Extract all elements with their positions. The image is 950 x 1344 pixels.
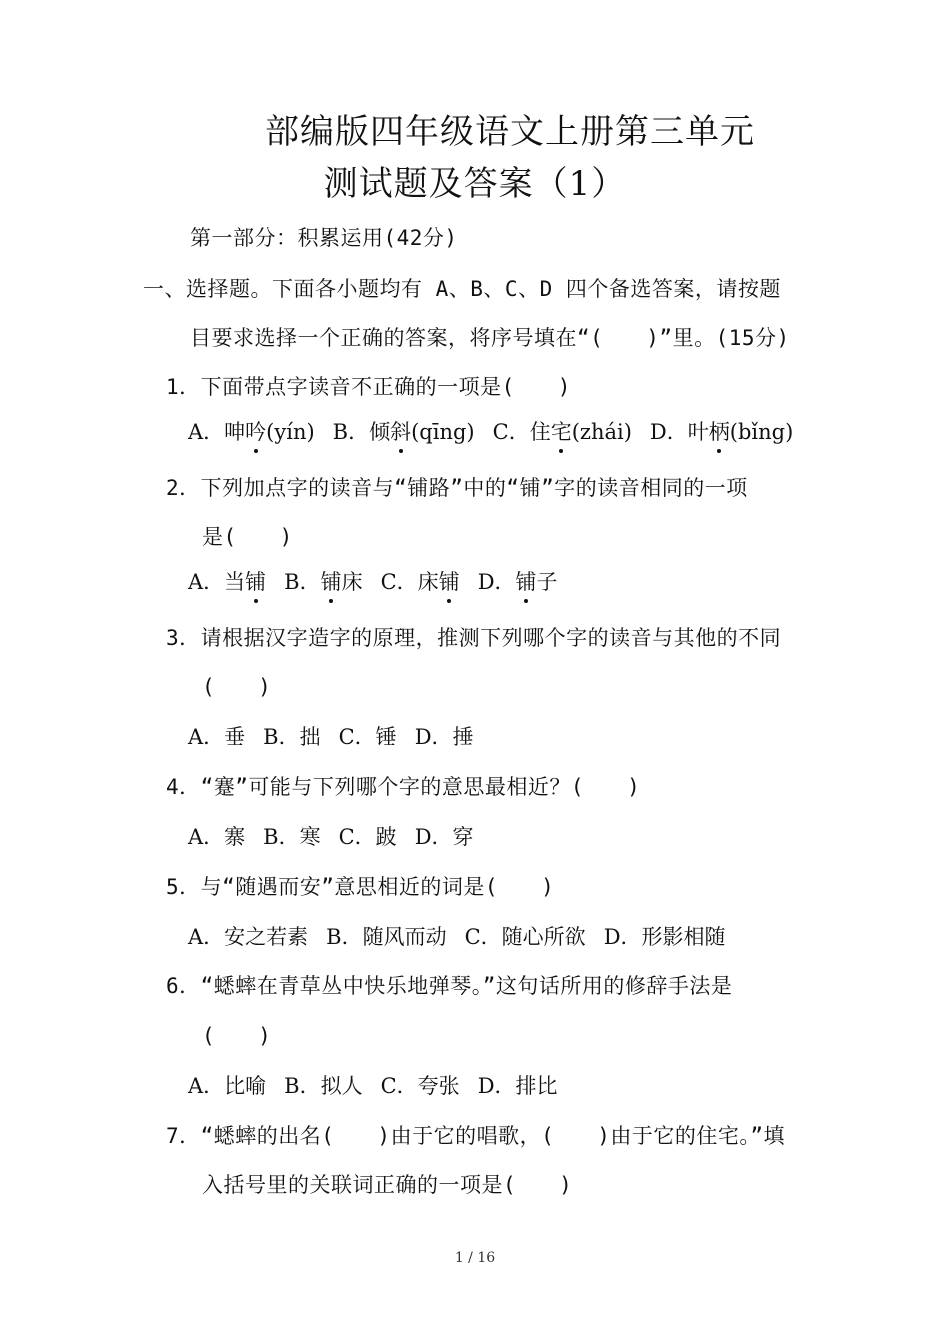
question-6-option-c[interactable]: C．夸张 xyxy=(380,1074,460,1098)
question-6-option-d[interactable]: D．排比 xyxy=(477,1074,558,1098)
question-2-stem-line-2: 是( ) xyxy=(202,525,293,549)
question-1-option-b[interactable]: B．倾斜(qīng) xyxy=(333,416,475,446)
dotted-char: 宅 xyxy=(551,416,572,446)
question-2-option-c[interactable]: C．床铺 xyxy=(381,566,460,596)
question-2-option-b[interactable]: B．铺床 xyxy=(284,566,362,596)
question-5-option-c[interactable]: C．随心所欲 xyxy=(464,925,586,949)
question-3-option-b[interactable]: B．拙 xyxy=(263,725,321,749)
dotted-char: 吟 xyxy=(245,416,266,446)
question-6-stem-line-1: 6．“蟋蟀在青草丛中快乐地弹琴。”这句话所用的修辞手法是 xyxy=(166,974,733,998)
question-6-option-b[interactable]: B．拟人 xyxy=(284,1074,363,1098)
question-3-options xyxy=(188,721,492,751)
question-7-stem-line-2: 入括号里的关联词正确的一项是( ) xyxy=(202,1173,573,1197)
question-1-stem: 1．下面带点字读音不正确的一项是( ) xyxy=(166,375,571,399)
question-4-option-a[interactable]: A．寨 xyxy=(188,825,246,849)
question-1-option-d[interactable]: D．叶柄(bǐng) xyxy=(650,416,793,446)
question-5-stem: 5．与“随遇而安”意思相近的词是( ) xyxy=(166,875,555,899)
question-7-stem-line-1: 7．“蟋蟀的出名( )由于它的唱歌，( )由于它的住宅。”填 xyxy=(166,1124,785,1148)
dotted-char: 斜 xyxy=(390,416,411,446)
section-instruction-line-2: 目要求选择一个正确的答案，将序号填在“( )”里。(15分) xyxy=(190,326,790,350)
dotted-char: 铺 xyxy=(245,566,266,596)
part-heading: 第一部分：积累运用(42分) xyxy=(190,226,458,250)
title-line-2: 测试题及答案（1） xyxy=(323,164,627,204)
question-4-option-b[interactable]: B．寒 xyxy=(263,825,321,849)
question-5-option-d[interactable]: D．形影相随 xyxy=(603,925,726,949)
question-2-options xyxy=(188,566,576,596)
question-3-option-a[interactable]: A．垂 xyxy=(188,725,246,749)
question-5-option-b[interactable]: B．随风而动 xyxy=(326,925,447,949)
section-instruction-line-1: 一、选择题。下面各小题均有 A、B、C、D 四个备选答案，请按题 xyxy=(143,277,781,301)
title-line-1: 部编版四年级语文上册第三单元 xyxy=(265,112,755,152)
question-5-options xyxy=(188,921,744,951)
question-2-option-d[interactable]: D．铺子 xyxy=(478,566,558,596)
question-1-option-a[interactable]: A．呻吟(yín) xyxy=(188,416,315,446)
dotted-char: 柄 xyxy=(709,416,730,446)
question-4-option-d[interactable]: D．穿 xyxy=(414,825,474,849)
question-3-stem-line-1: 3．请根据汉字造字的原理，推测下列哪个字的读音与其他的不同 xyxy=(166,626,782,650)
question-1-option-c[interactable]: C．住宅(zhái) xyxy=(493,416,632,446)
dotted-char: 铺 xyxy=(321,566,342,596)
question-6-option-a[interactable]: A．比喻 xyxy=(188,1074,267,1098)
question-4-option-c[interactable]: C．跛 xyxy=(338,825,397,849)
question-4-options xyxy=(188,821,492,851)
page-number: 1 / 16 xyxy=(454,1250,496,1266)
question-3-option-c[interactable]: C．锤 xyxy=(338,725,397,749)
question-4-stem: 4．“蹇”可能与下列哪个字的意思最相近？( ) xyxy=(166,775,641,799)
question-2-stem-line-1: 2．下列加点字的读音与“铺路”中的“铺”字的读音相同的一项 xyxy=(166,476,748,500)
question-2-option-a[interactable]: A．当铺 xyxy=(188,566,266,596)
dotted-char: 铺 xyxy=(439,566,460,596)
question-6-options xyxy=(188,1070,576,1100)
question-1-options xyxy=(188,416,793,446)
question-6-stem-line-2: ( ) xyxy=(202,1024,272,1048)
question-3-stem-line-2: ( ) xyxy=(202,675,272,699)
dotted-char: 铺 xyxy=(516,566,537,596)
question-5-option-a[interactable]: A．安之若素 xyxy=(188,925,309,949)
question-3-option-d[interactable]: D．捶 xyxy=(414,725,474,749)
